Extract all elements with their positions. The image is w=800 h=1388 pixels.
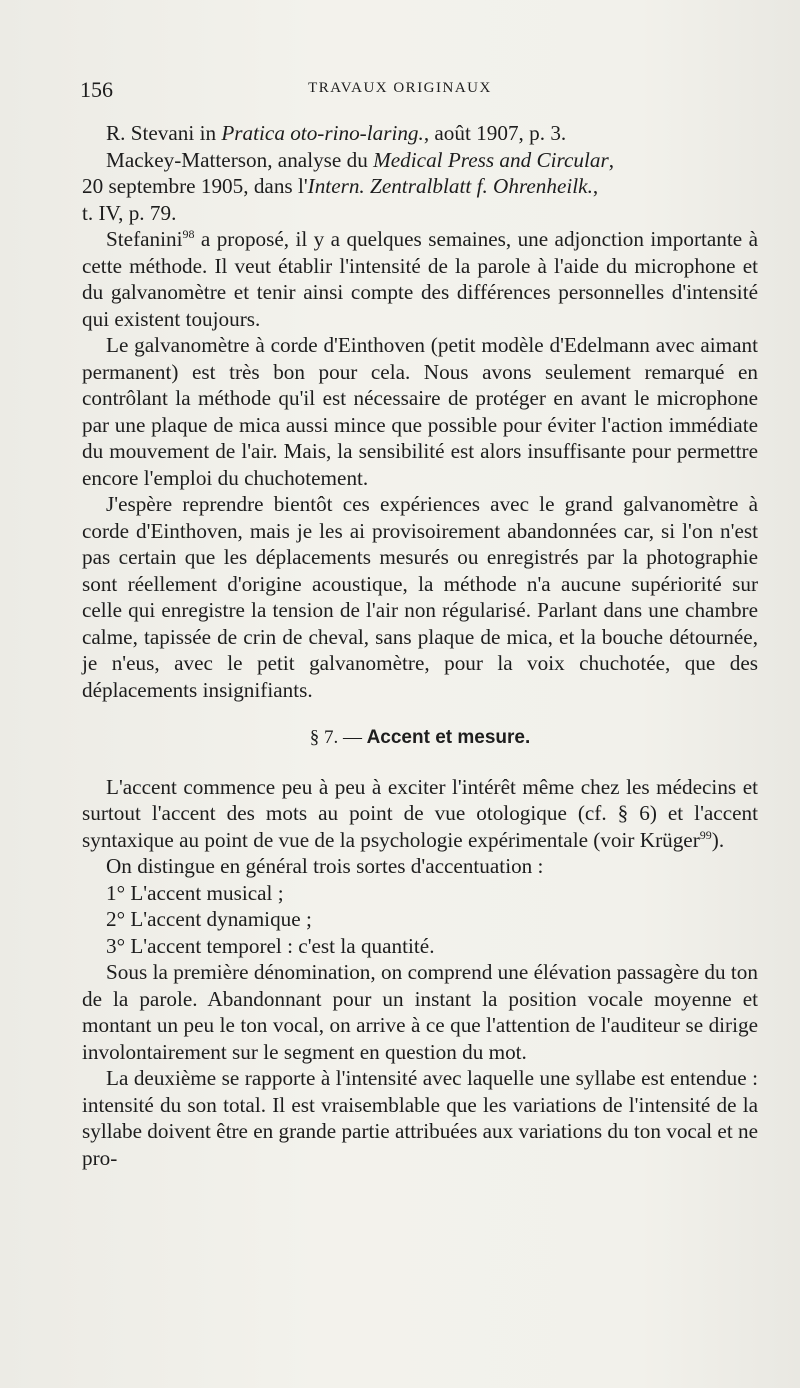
reference-mackey-matterson: Mackey-Matterson, analyse du Medical Press and Circular, <box>106 147 615 172</box>
page-number: 156 <box>80 77 113 102</box>
paragraph-distinction: On distingue en général trois sortes d'accentuation : <box>106 854 544 878</box>
paragraph-premiere: Sous la première dénomination, on comprend une élévation passagère du ton de la parole. Abandonnant pour un instant la position vocale moyenne et montant un peu le ton vocal, on arrive à ce que l'attention de l'auditeur se dirige involontairement sur le segment en question du mot. <box>82 960 758 1064</box>
paragraph-experiences: J'espère reprendre bientôt ces expériences avec le grand galvanomètre à corde d'Einthoven, mais je les ai provisoirement abandonnées car, si l'on n'est pas certain que les déplacements mesurés ou enregistrés par la photographie sont réellement d'origine acoustique, la méthode n'a aucune supériorité sur celle qui enregistre la tension de l'air non régularisé. Parlant dans une chambre calme, tapissée de crin de cheval, sans plaque de mica, et la bouche détournée, je n'eus, avec le petit galvanomètre, pour la voix chuchotée, que des déplacements insignifiants. <box>82 492 758 702</box>
paragraph-deuxieme: La deuxième se rapporte à l'intensité avec laquelle une syllabe est entendue : intensité du son total. Il est vraisemblable que les variations de l'intensité de la syllabe doivent être en grande partie attribuées aux variations du ton vocal et ne pro- <box>82 1066 758 1170</box>
footnote-ref-99: 99 <box>699 827 712 842</box>
footnote-ref-98: 98 <box>182 226 195 241</box>
list-item-musical: 1° L'accent musical ; <box>106 880 284 905</box>
reference-mackey-matterson-volume: t. IV, p. 79. <box>82 200 177 225</box>
reference-mackey-matterson-cont: 20 septembre 1905, dans l'Intern. Zentralblatt f. Ohrenheilk., <box>82 174 599 198</box>
list-item-dynamique: 2° L'accent dynamique ; <box>106 907 312 931</box>
reference-stevani: R. Stevani in Pratica oto-rino-laring., août 1907, p. 3. <box>106 121 567 145</box>
section-heading: § 7. — Accent et mesure. <box>309 727 531 748</box>
paragraph-stefanini: Stefanini$^{98}$ a proposé, il y a quelques semaines, une adjonction importante à cette méthode. Il veut établir l'intensité de la parole à l'aide du microphone et du galvanomètre et tenir ainsi compte des différences personnelles d'intensité qui existent toujours. <box>82 226 758 331</box>
running-title: TRAVAUX ORIGINAUX <box>308 80 492 96</box>
paragraph-accent-intro: L'accent commence peu à peu à exciter l'intérêt même chez les médecins et surtout l'accent des mots au point de vue otologique (cf. § 6) et l'accent syntaxique au point de vue de la psychologie expérimentale (voir Krüger$^{99}$). <box>82 774 758 852</box>
list-item-temporel: 3° L'accent temporel : c'est la quantité. <box>106 933 435 958</box>
paragraph-galvanometre: Le galvanomètre à corde d'Einthoven (petit modèle d'Edelmann avec aimant permanent) est très bon pour cela. Nous avons seulement remarqué en contrôlant la méthode qu'il est nécessaire de protéger en avant le microphone par une plaque de mica aussi mince que possible pour éviter l'action immédiate du mouvement de l'air. Mais, la sensibilité est alors insuffisante pour permettre encore l'emploi du chuchotement. <box>82 333 758 490</box>
page-body <box>82 120 758 1171</box>
